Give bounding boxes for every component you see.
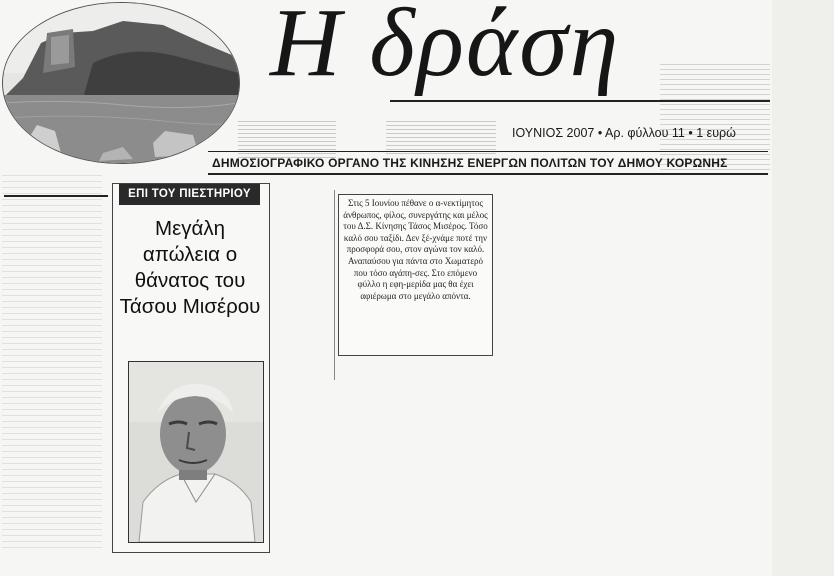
masthead-rule — [390, 100, 770, 102]
newspaper-title: Η δράση — [270, 0, 621, 97]
obituary-notice-text: Στις 5 Ιουνίου πέθανε ο α-νεκτίμητος άνθρωπος, φίλος, συνεργάτης και μέλος του Δ.Σ. Κίνησης Τάσος Μισέρος. Τόσο καλό σου ταξίδι. Δεν ξέ-χνάμε ποτέ την προσφορά σου, στον αγώνα τον καλό. Αναπαύσου για πάντα στο Χωματερό που τόσο αγάπη-σες. Στο επόμενο φύλλο η εφη-μερίδα μας θα έχει αφιέρωμα στο μεγάλο απόντα. — [343, 198, 488, 301]
issue-info: ΙΟΥΝΙΟΣ 2007 • Αρ. φύλλου 11 • 1 ευρώ — [512, 126, 736, 140]
bleed-through-text — [386, 118, 496, 154]
article-headline: Μεγάλη απώλεια ο θάνατος του Τάσου Μισέρου — [119, 217, 261, 318]
newspaper-tagline: ΔΗΜΟΣΙΟΓΡΑΦΙΚΟ ΟΡΓΑΝΟ ΤΗΣ ΚΙΝΗΣΗΣ ΕΝΕΡΓΩΝ ΠΟΛΙΤΩΝ ΤΟΥ ΔΗΜΟΥ ΚΟΡΩΝΗΣ — [212, 156, 728, 170]
bleed-through-text — [660, 60, 770, 170]
section-label: ΕΠΙ ΤΟΥ ΠΙΕΣΤΗΡΙΟΥ — [119, 184, 260, 205]
castle-photo — [2, 2, 240, 164]
tagline-top-rule — [208, 151, 768, 152]
bleed-through-text — [238, 118, 336, 158]
tagline-bottom-rule — [208, 173, 768, 175]
column-divider — [334, 190, 335, 380]
left-short-rule — [4, 195, 108, 197]
page-edge — [772, 0, 834, 576]
bleed-through-text — [2, 170, 102, 550]
portrait-photo — [128, 361, 264, 543]
